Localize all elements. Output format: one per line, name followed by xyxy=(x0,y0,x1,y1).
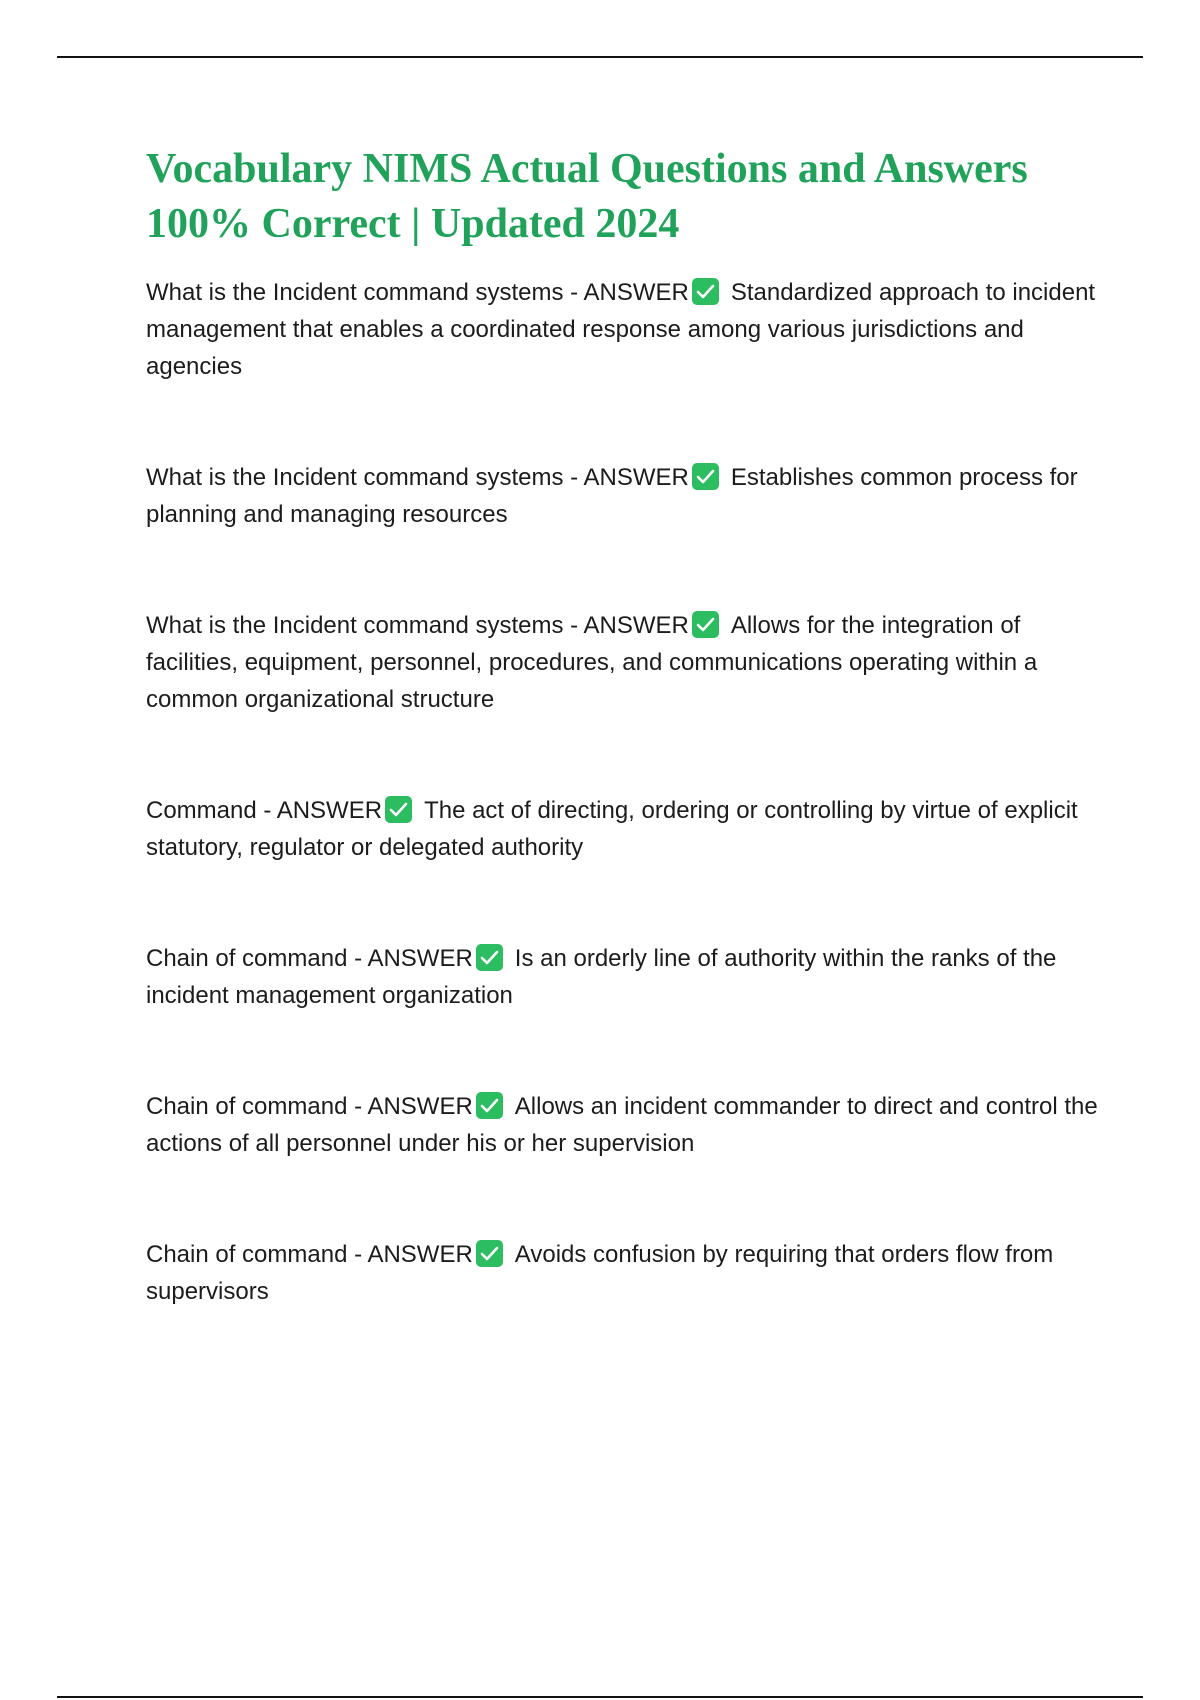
qa-question: Chain of command - ANSWER xyxy=(146,1093,473,1120)
qa-answer: Avoids confusion by requiring that orders flow from supervisors xyxy=(146,1241,1054,1305)
document-body xyxy=(146,142,1106,1384)
check-icon xyxy=(692,463,719,490)
qa-question: Chain of command - ANSWER xyxy=(146,1241,473,1268)
qa-question: What is the Incident command systems - ANSWER xyxy=(146,612,689,639)
qa-question: What is the Incident command systems - ANSWER xyxy=(146,279,689,306)
qa-item xyxy=(146,274,1106,385)
qa-question: Chain of command - ANSWER xyxy=(146,945,473,972)
check-icon xyxy=(692,611,719,638)
qa-item xyxy=(146,940,1106,1014)
qa-answer: Allows for the integration of facilities, equipment, personnel, procedures, and communications operating within a common organizational structure xyxy=(146,612,1038,713)
check-icon xyxy=(385,796,412,823)
qa-answer: Establishes common process for planning and managing resources xyxy=(146,464,1078,528)
qa-question: What is the Incident command systems - ANSWER xyxy=(146,464,689,491)
qa-answer: The act of directing, ordering or controlling by virtue of explicit statutory, regulator or delegated authority xyxy=(146,797,1078,861)
qa-answer: Allows an incident commander to direct and control the actions of all personnel under his or her supervision xyxy=(146,1093,1098,1157)
qa-item xyxy=(146,792,1106,866)
qa-item xyxy=(146,607,1106,718)
footer-rule xyxy=(57,1696,1143,1698)
check-icon xyxy=(476,1240,503,1267)
check-icon xyxy=(476,1092,503,1119)
qa-question: Command - ANSWER xyxy=(146,797,383,824)
qa-list xyxy=(146,274,1106,1310)
check-icon xyxy=(476,944,503,971)
qa-answer: Is an orderly line of authority within the ranks of the incident management organization xyxy=(146,945,1057,1009)
header-rule xyxy=(57,56,1143,58)
qa-item xyxy=(146,459,1106,533)
qa-item xyxy=(146,1236,1106,1310)
qa-item xyxy=(146,1088,1106,1162)
check-icon xyxy=(692,278,719,305)
qa-answer: Standardized approach to incident management that enables a coordinated response among various jurisdictions and agencies xyxy=(146,279,1096,380)
document-title: Vocabulary NIMS Actual Questions and Answers 100% Correct | Updated 2024 xyxy=(146,146,1028,247)
